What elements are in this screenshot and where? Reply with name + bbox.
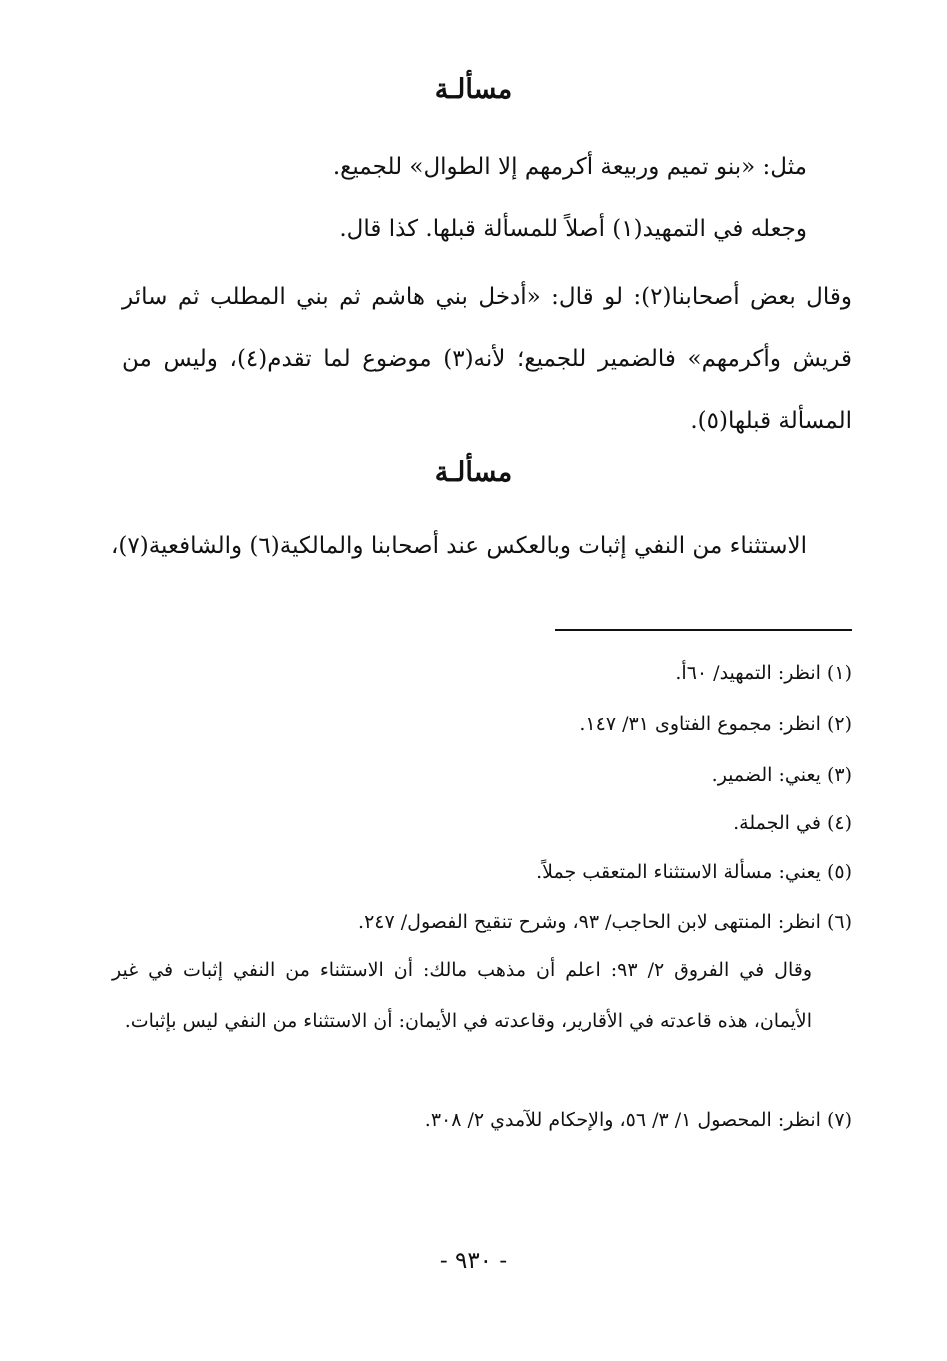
footnote: (٥) يعني: مسألة الاستثناء المتعقب جملاً. (536, 861, 852, 883)
footnote: (٤) في الجملة. (733, 812, 852, 834)
footnote: (٦) انظر: المنتهى لابن الحاجب/ ٩٣، وشرح تنقيح الفصول/ ٢٤٧. (358, 911, 852, 933)
body-paragraph: وجعله في التمهيد(١) أصلاً للمسألة قبلها. كذا قال. (339, 216, 807, 242)
footnote-separator (555, 629, 852, 631)
footnote-continuation: وقال في الفروق ٢/ ٩٣: اعلم أن مذهب مالك: أن الاستثناء من النفي إثبات في غير الأيمان، هذه قاعدته في الأقارير، وقاعدته في الأيمان: أن الاستثناء من النفي ليس بإثبات. (112, 959, 812, 1032)
section-heading: مسألـة (434, 457, 513, 488)
section-heading: مسألـة (434, 74, 513, 105)
footnote: (٣) يعني: الضمير. (711, 764, 852, 786)
page-number: - ٩٣٠ - (439, 1248, 508, 1274)
footnote: (٧) انظر: المحصول ١/ ٣/ ٥٦، والإحكام للآمدي ٢/ ٣٠٨. (424, 1109, 852, 1131)
footnote: (٢) انظر: مجموع الفتاوى ٣١/ ١٤٧. (579, 713, 852, 735)
footnote: (١) انظر: التمهيد/ ٦٠أ. (675, 662, 852, 684)
body-paragraph: مثل: «بنو تميم وربيعة أكرمهم إلا الطوال» للجميع. (332, 154, 807, 180)
body-paragraph: وقال بعض أصحابنا(٢): لو قال: «أدخل بني هاشم ثم بني المطلب ثم سائر قريش وأكرمهم» فالضمير للجميع؛ لأنه(٣) موضوع لما تقدم(٤)، وليس من المسألة قبلها(٥). (122, 284, 852, 434)
body-paragraph: الاستثناء من النفي إثبات وبالعكس عند أصحابنا والمالكية(٦) والشافعية(٧)، (110, 533, 807, 559)
